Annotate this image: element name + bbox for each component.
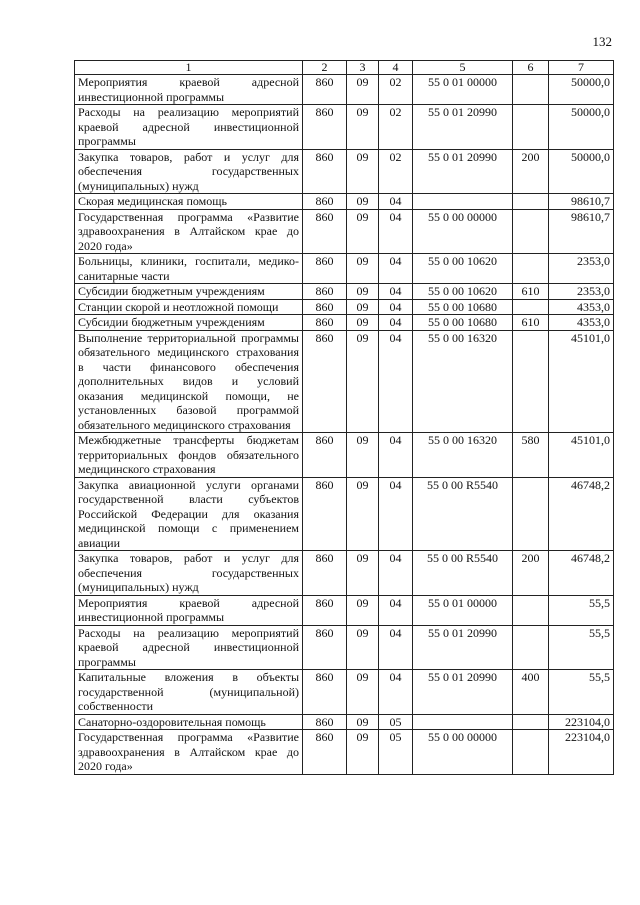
cell-name: Закупка товаров, работ и услуг для обеспечения государственных (муниципальных) нужд [75, 149, 303, 194]
cell-expense-type [513, 254, 549, 284]
cell-name: Субсидии бюджетным учреждениям [75, 284, 303, 300]
cell-name: Санаторно-оздоровительная помощь [75, 714, 303, 730]
cell-expense-type [513, 75, 549, 105]
header-cell-expense-type: 6 [513, 61, 549, 75]
cell-amount: 55,5 [549, 625, 614, 670]
cell-subsection: 05 [379, 714, 413, 730]
cell-name: Государственная программа «Развитие здравоохранения в Алтайском крае до 2020 года» [75, 730, 303, 775]
cell-department: 860 [303, 330, 347, 433]
cell-name: Закупка товаров, работ и услуг для обеспечения государственных (муниципальных) нужд [75, 551, 303, 596]
cell-amount: 2353,0 [549, 284, 614, 300]
cell-section: 09 [347, 477, 379, 551]
cell-name: Межбюджетные трансферты бюджетам территориальных фондов обязательного медицинского страхования [75, 433, 303, 478]
cell-department: 860 [303, 194, 347, 210]
cell-name: Расходы на реализацию мероприятий краевой адресной инвестиционной программы [75, 105, 303, 150]
cell-expense-type: 580 [513, 433, 549, 478]
cell-department: 860 [303, 315, 347, 331]
cell-amount: 55,5 [549, 670, 614, 715]
cell-expense-type [513, 477, 549, 551]
cell-target-article: 55 0 00 00000 [413, 209, 513, 254]
table-row [75, 105, 614, 150]
table-row [75, 595, 614, 625]
header-cell-amount: 7 [549, 61, 614, 75]
cell-amount: 50000,0 [549, 149, 614, 194]
cell-target-article: 55 0 01 20990 [413, 149, 513, 194]
cell-section: 09 [347, 194, 379, 210]
cell-subsection: 04 [379, 299, 413, 315]
cell-expense-type [513, 209, 549, 254]
cell-section: 09 [347, 105, 379, 150]
cell-name: Выполнение территориальной программы обязательного медицинского страхования в части финансового обеспечения дополнительных видов и условий оказания медицинской помощи, не установленных базовой программой обязательного медицинского страхования [75, 330, 303, 433]
cell-subsection: 04 [379, 194, 413, 210]
cell-target-article: 55 0 00 16320 [413, 433, 513, 478]
cell-target-article: 55 0 00 10620 [413, 284, 513, 300]
cell-expense-type [513, 105, 549, 150]
table-row [75, 209, 614, 254]
cell-section: 09 [347, 254, 379, 284]
cell-subsection: 04 [379, 315, 413, 331]
cell-amount: 98610,7 [549, 209, 614, 254]
cell-subsection: 04 [379, 209, 413, 254]
cell-name: Субсидии бюджетным учреждениям [75, 315, 303, 331]
cell-department: 860 [303, 254, 347, 284]
cell-target-article: 55 0 00 10680 [413, 299, 513, 315]
cell-subsection: 02 [379, 149, 413, 194]
cell-subsection: 04 [379, 595, 413, 625]
cell-subsection: 04 [379, 433, 413, 478]
cell-expense-type: 200 [513, 149, 549, 194]
cell-section: 09 [347, 551, 379, 596]
cell-expense-type [513, 625, 549, 670]
cell-expense-type: 610 [513, 315, 549, 331]
cell-department: 860 [303, 551, 347, 596]
cell-expense-type: 400 [513, 670, 549, 715]
cell-target-article [413, 194, 513, 210]
cell-expense-type [513, 299, 549, 315]
cell-target-article: 55 0 00 R5540 [413, 551, 513, 596]
cell-target-article: 55 0 01 20990 [413, 105, 513, 150]
cell-target-article [413, 714, 513, 730]
header-cell-section: 3 [347, 61, 379, 75]
cell-subsection: 02 [379, 105, 413, 150]
header-cell-target-article: 5 [413, 61, 513, 75]
cell-subsection: 04 [379, 625, 413, 670]
cell-name: Государственная программа «Развитие здравоохранения в Алтайском крае до 2020 года» [75, 209, 303, 254]
cell-section: 09 [347, 149, 379, 194]
cell-subsection: 02 [379, 75, 413, 105]
cell-target-article: 55 0 01 00000 [413, 595, 513, 625]
cell-section: 09 [347, 433, 379, 478]
cell-amount: 98610,7 [549, 194, 614, 210]
header-cell-name: 1 [75, 61, 303, 75]
table-row [75, 330, 614, 433]
cell-subsection: 04 [379, 254, 413, 284]
cell-section: 09 [347, 670, 379, 715]
cell-name: Скорая медицинская помощь [75, 194, 303, 210]
header-cell-subsection: 4 [379, 61, 413, 75]
table-row [75, 714, 614, 730]
cell-amount: 4353,0 [549, 315, 614, 331]
cell-department: 860 [303, 284, 347, 300]
cell-amount: 50000,0 [549, 105, 614, 150]
cell-department: 860 [303, 595, 347, 625]
cell-department: 860 [303, 730, 347, 775]
cell-department: 860 [303, 670, 347, 715]
table-body [75, 75, 614, 775]
table-row [75, 315, 614, 331]
table-row [75, 625, 614, 670]
cell-expense-type [513, 194, 549, 210]
cell-amount: 223104,0 [549, 714, 614, 730]
cell-target-article: 55 0 01 00000 [413, 75, 513, 105]
cell-department: 860 [303, 149, 347, 194]
cell-subsection: 05 [379, 730, 413, 775]
cell-department: 860 [303, 433, 347, 478]
cell-amount: 223104,0 [549, 730, 614, 775]
cell-department: 860 [303, 299, 347, 315]
cell-target-article: 55 0 01 20990 [413, 670, 513, 715]
table-row [75, 551, 614, 596]
table-row [75, 284, 614, 300]
table-row [75, 433, 614, 478]
cell-target-article: 55 0 00 16320 [413, 330, 513, 433]
table-row [75, 477, 614, 551]
cell-subsection: 04 [379, 330, 413, 433]
header-cell-department: 2 [303, 61, 347, 75]
cell-section: 09 [347, 315, 379, 331]
table-row [75, 75, 614, 105]
cell-department: 860 [303, 714, 347, 730]
cell-section: 09 [347, 284, 379, 300]
cell-amount: 50000,0 [549, 75, 614, 105]
cell-section: 09 [347, 209, 379, 254]
cell-name: Станции скорой и неотложной помощи [75, 299, 303, 315]
table-row [75, 730, 614, 775]
cell-amount: 45101,0 [549, 433, 614, 478]
budget-table [74, 60, 614, 775]
cell-name: Больницы, клиники, госпитали, медико-санитарные части [75, 254, 303, 284]
header-row [75, 61, 614, 75]
cell-department: 860 [303, 105, 347, 150]
table-row [75, 194, 614, 210]
cell-target-article: 55 0 00 10680 [413, 315, 513, 331]
cell-section: 09 [347, 330, 379, 433]
table-row [75, 299, 614, 315]
cell-target-article: 55 0 00 00000 [413, 730, 513, 775]
cell-amount: 45101,0 [549, 330, 614, 433]
cell-name: Капитальные вложения в объекты государственной (муниципальной) собственности [75, 670, 303, 715]
cell-subsection: 04 [379, 670, 413, 715]
cell-department: 860 [303, 209, 347, 254]
table-row [75, 670, 614, 715]
cell-expense-type: 200 [513, 551, 549, 596]
cell-section: 09 [347, 299, 379, 315]
cell-target-article: 55 0 01 20990 [413, 625, 513, 670]
cell-name: Мероприятия краевой адресной инвестиционной программы [75, 75, 303, 105]
cell-name: Закупка авиационной услуги органами государственной власти субъектов Российской Федерации для оказания медицинской помощи с применением авиации [75, 477, 303, 551]
cell-amount: 46748,2 [549, 551, 614, 596]
cell-target-article: 55 0 00 10620 [413, 254, 513, 284]
cell-subsection: 04 [379, 284, 413, 300]
cell-expense-type [513, 595, 549, 625]
cell-subsection: 04 [379, 551, 413, 596]
cell-department: 860 [303, 625, 347, 670]
cell-target-article: 55 0 00 R5540 [413, 477, 513, 551]
cell-department: 860 [303, 477, 347, 551]
cell-amount: 4353,0 [549, 299, 614, 315]
cell-amount: 55,5 [549, 595, 614, 625]
cell-section: 09 [347, 714, 379, 730]
cell-section: 09 [347, 625, 379, 670]
cell-amount: 2353,0 [549, 254, 614, 284]
cell-section: 09 [347, 75, 379, 105]
table-row [75, 254, 614, 284]
cell-expense-type [513, 730, 549, 775]
cell-section: 09 [347, 730, 379, 775]
cell-subsection: 04 [379, 477, 413, 551]
cell-amount: 46748,2 [549, 477, 614, 551]
page-number: 132 [592, 34, 612, 49]
cell-expense-type [513, 714, 549, 730]
cell-expense-type: 610 [513, 284, 549, 300]
table-row [75, 149, 614, 194]
cell-name: Мероприятия краевой адресной инвестиционной программы [75, 595, 303, 625]
cell-department: 860 [303, 75, 347, 105]
cell-section: 09 [347, 595, 379, 625]
cell-name: Расходы на реализацию мероприятий краевой адресной инвестиционной программы [75, 625, 303, 670]
cell-expense-type [513, 330, 549, 433]
